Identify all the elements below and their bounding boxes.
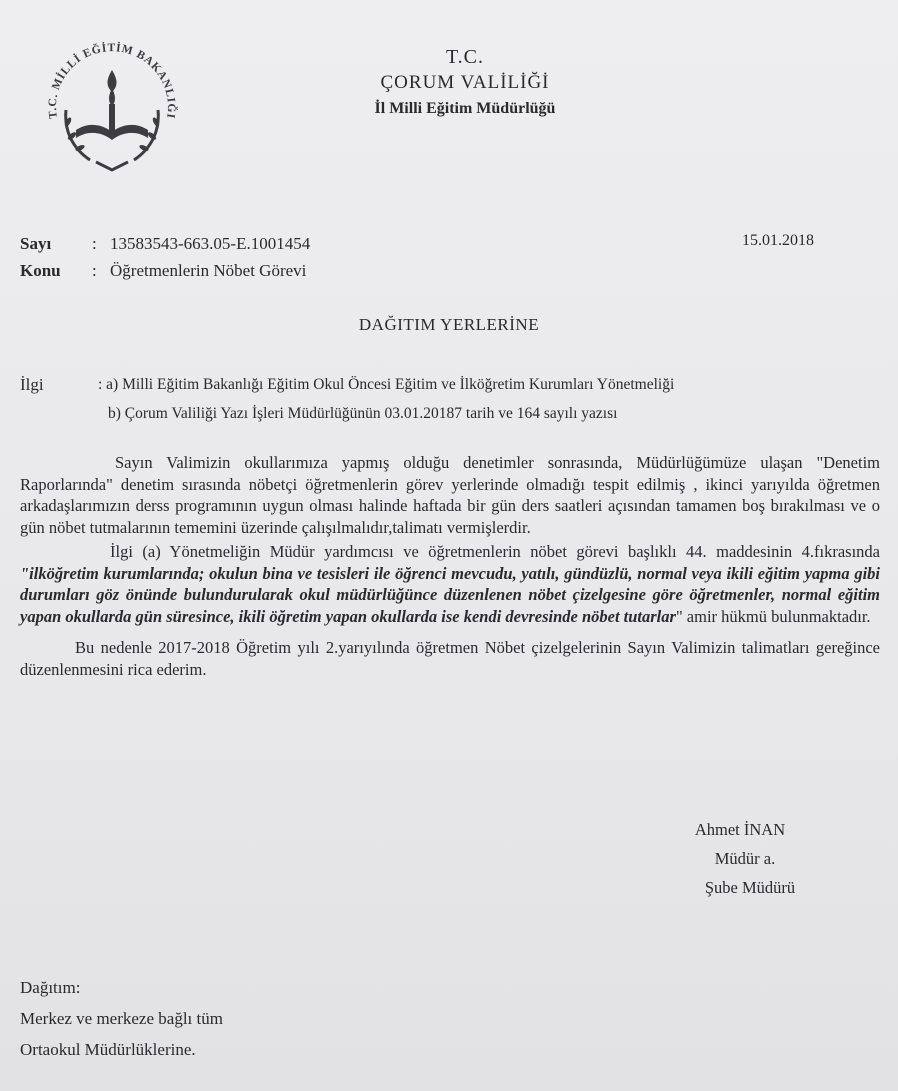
paragraph-2-start: İlgi (a) Yönetmeliğin Müdür yardımcısı ve öğretmenlerin nöbet görevi başlıklı 44. maddesinin 4.fıkrasında xyxy=(110,542,880,561)
header-governorship: ÇORUM VALİLİĞİ xyxy=(380,72,550,93)
recipients-heading: DAĞITIM YERLERİNE xyxy=(358,315,540,334)
ilgi-item-a: : a) Milli Eğitim Bakanlığı Eğitim Okul Öncesi Eğitim ve İlköğretim Kurumları Yönetmeliği xyxy=(98,376,675,393)
signer-name: Ahmet İNAN xyxy=(694,820,786,839)
header-directorate: İl Milli Eğitim Müdürlüğü xyxy=(374,100,556,117)
konu-label: Konu xyxy=(20,261,61,280)
document-meta xyxy=(20,230,310,284)
sayi-value: 13583543-663.05-E.1001454 xyxy=(110,234,311,253)
paragraph-3: Bu nedenle 2017-2018 Öğretim yılı 2.yarıyılında öğretmen Nöbet çizelgelerinin Sayın Valimizin talimatları gereğince düzenlenmesini rica ederim. xyxy=(20,638,880,679)
sayi-colon: : xyxy=(92,234,97,253)
distribution-line-1: Merkez ve merkeze bağlı tüm xyxy=(20,1009,223,1028)
signer-title-2: Şube Müdürü xyxy=(704,878,796,897)
paragraph-1: Sayın Valimizin okullarımıza yapmış olduğu denetimler sonrasında, Müdürlüğümüze ulaşan "Denetim Raporlarında" denetim sırasında nöbetçi öğretmenlerin görev yerlerinde olmadığı tespit edilmiş , ikinci yarıyılda öğretmen arkadaşlarımızın derss programının uygun olması halinde haftada bir gün ders saatleri açısından tamamen boş bırakılması ve o gün nöbet tutmalarının tememini üzerinde çalışılmalıdır,talimatı vermişlerdir. xyxy=(20,453,880,537)
distribution-label: Dağıtım: xyxy=(20,978,81,997)
ministry-seal-icon xyxy=(36,30,188,182)
distribution-line-2: Ortaokul Müdürlüklerine. xyxy=(20,1040,196,1059)
ilgi-item-b: b) Çorum Valiliği Yazı İşleri Müdürlüğünün 03.01.20187 tarih ve 164 sayılı yazısı xyxy=(108,405,618,422)
sayi-label: Sayı xyxy=(20,234,52,253)
signer-title-1: Müdür a. xyxy=(714,849,776,868)
sayi-row xyxy=(20,230,310,257)
konu-row xyxy=(20,257,310,284)
konu-colon: : xyxy=(92,261,97,280)
paragraph-2-quote: "ilköğretim kurumlarında; okulun bina ve tesisleri ile öğrenci mevcudu, yatılı, gündüzlü, normal veya ikili eğitim yapma gibi durumları göz önünde bulundurularak okul müdürlüğünce düzenlenen nöbet çizelgesine göre öğretmenler, normal eğitim yapan okullarda gün süresince, ikili öğretim yapan okullarda ise kendi devresinde nöbet tutarlar xyxy=(20,563,880,626)
document-header xyxy=(300,44,630,122)
ilgi-label: İlgi xyxy=(20,375,44,394)
header-tc: T.C. xyxy=(445,46,485,68)
paragraph-2-end: " amir hükmü bulunmaktadır. xyxy=(675,606,871,626)
distribution-block xyxy=(20,972,223,1065)
document-date: 15.01.2018 xyxy=(742,232,814,249)
reference-block xyxy=(20,370,674,428)
signature-block xyxy=(640,815,840,902)
letter-body xyxy=(20,452,880,683)
konu-value: Öğretmenlerin Nöbet Görevi xyxy=(110,261,307,280)
paragraph-2 xyxy=(20,541,880,627)
seal-ring-text: T.C. MİLLİ EĞİTİM BAKANLIĞI xyxy=(46,42,178,120)
